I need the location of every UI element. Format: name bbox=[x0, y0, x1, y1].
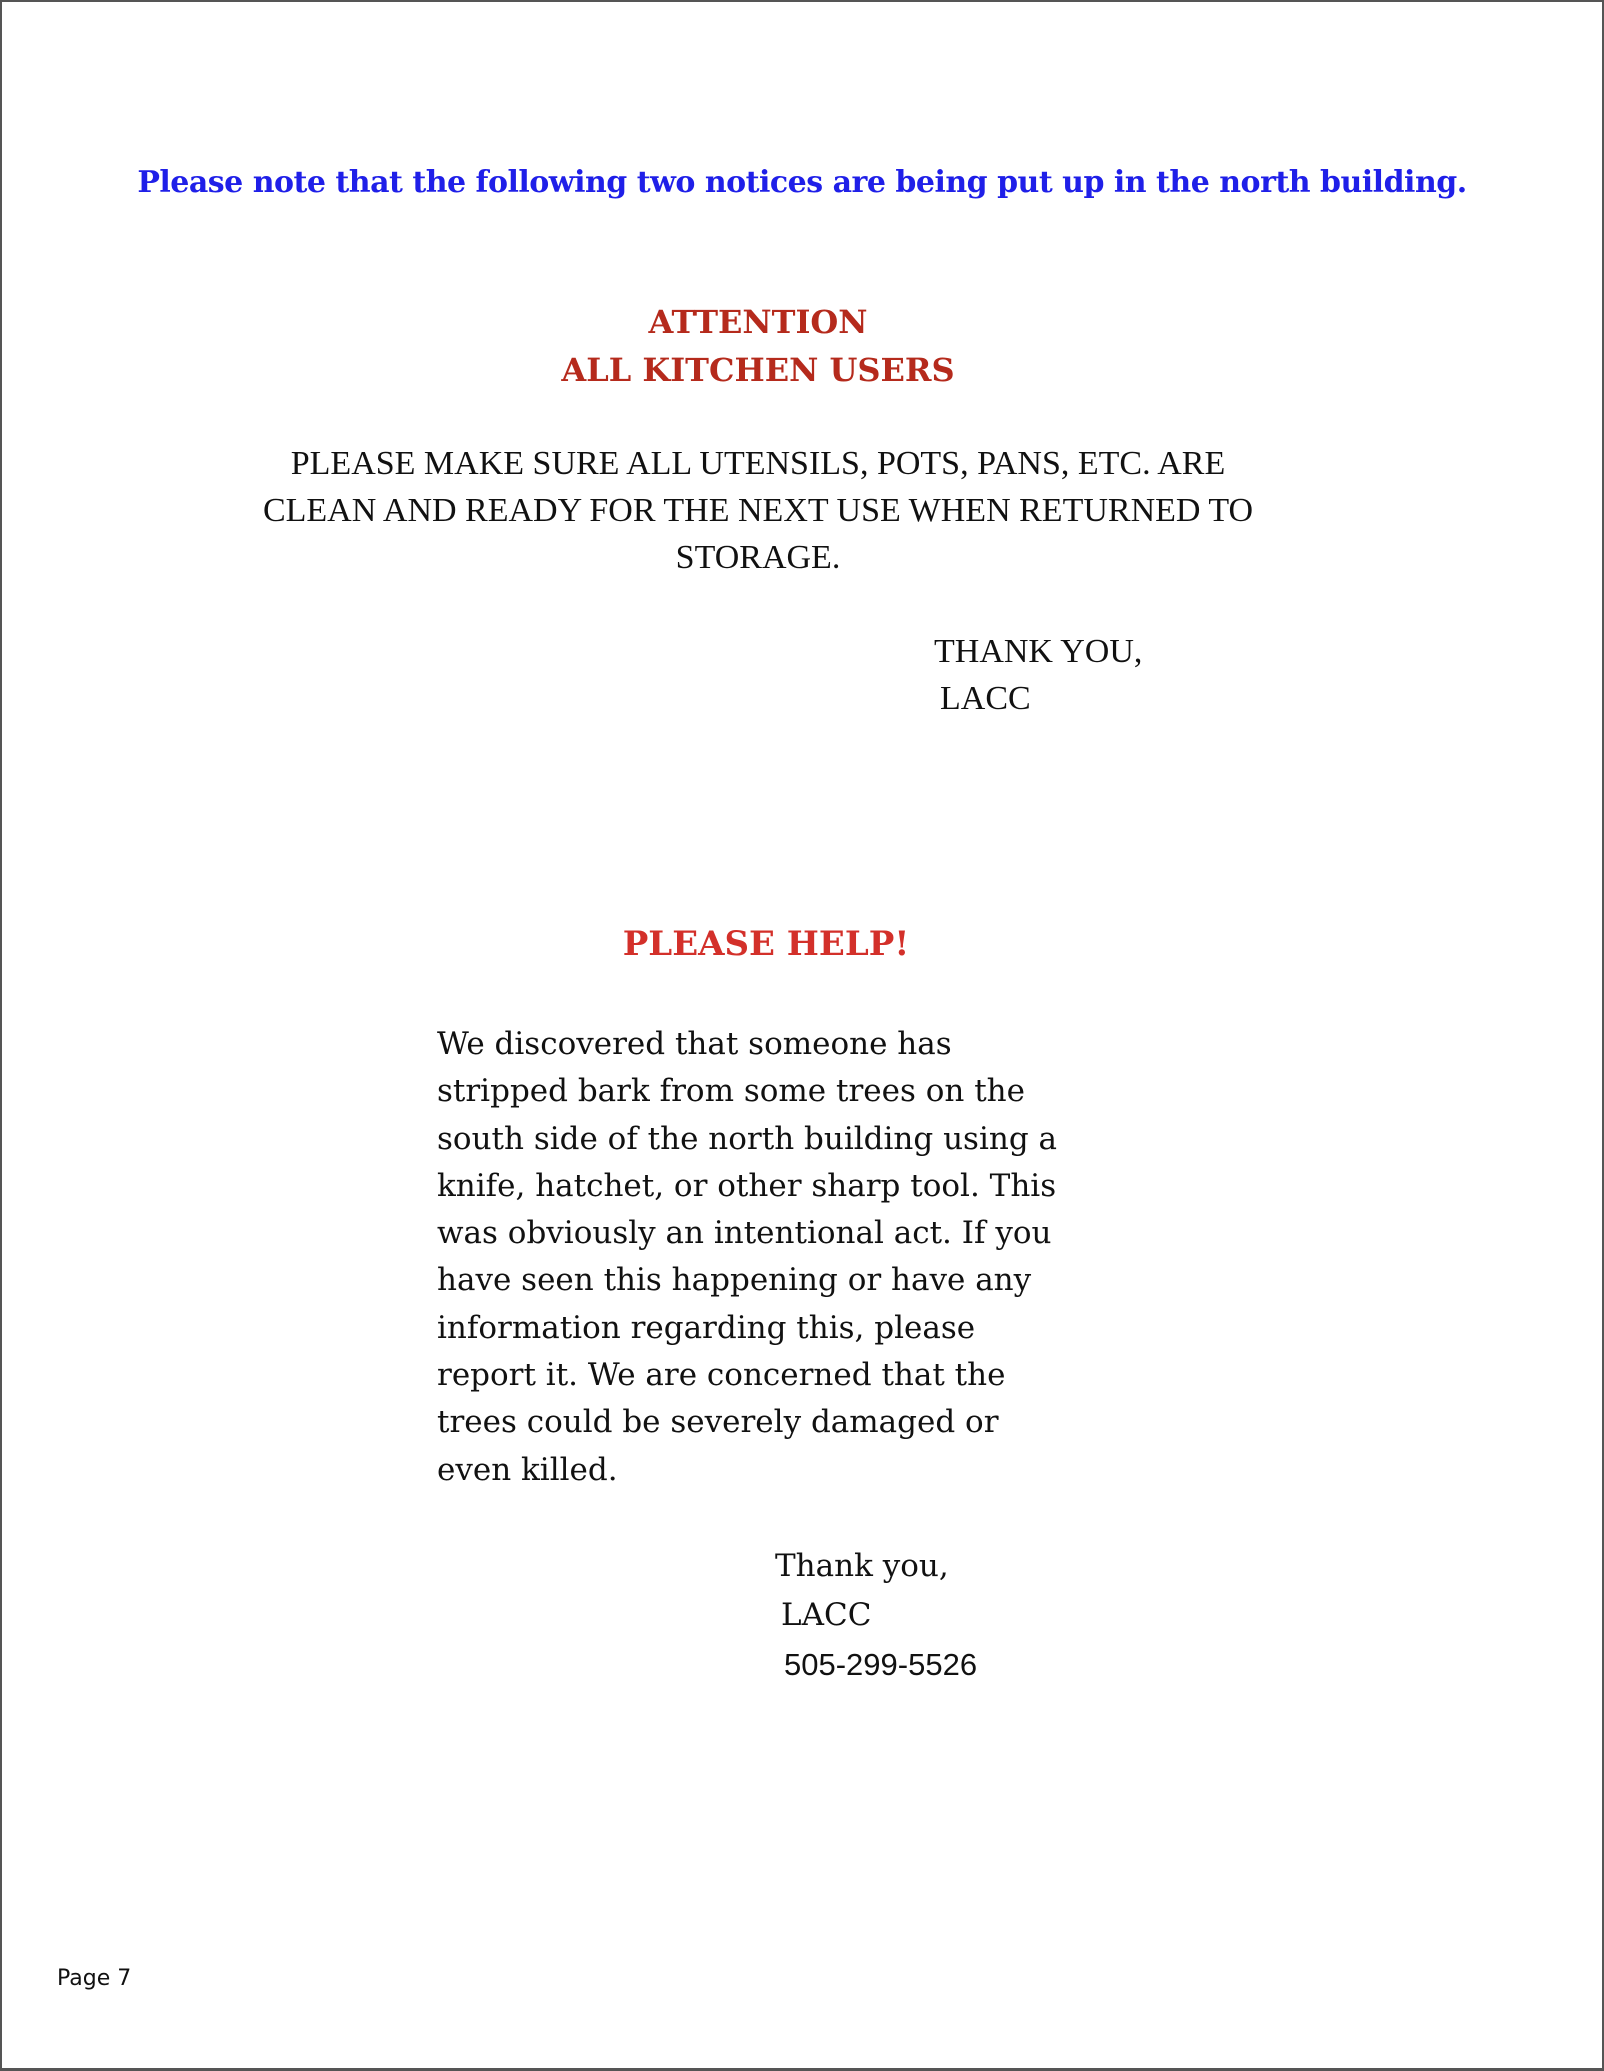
kitchen-notice-body-line: CLEAN AND READY FOR THE NEXT USE WHEN RETURNED TO bbox=[262, 492, 1254, 529]
kitchen-notice-title-line1: ATTENTION bbox=[648, 303, 868, 341]
help-notice-body-line: trees could be severely damaged or bbox=[437, 1404, 999, 1441]
help-notice-body-line: report it. We are concerned that the bbox=[437, 1357, 1006, 1394]
help-notice-body-line: south side of the north building using a bbox=[437, 1120, 1058, 1157]
help-notice-body-line: We discovered that someone has bbox=[437, 1026, 952, 1062]
kitchen-notice-body bbox=[180, 440, 1336, 581]
help-notice-phone: 505-299-5526 bbox=[784, 1647, 978, 1682]
help-notice-signature bbox=[775, 1542, 977, 1689]
help-notice-body bbox=[437, 1021, 1117, 1494]
help-notice-signer: LACC bbox=[781, 1597, 872, 1633]
help-notice-body-line: even killed. bbox=[437, 1451, 618, 1488]
help-notice-body-line: have seen this happening or have any bbox=[437, 1262, 1032, 1299]
kitchen-notice-body-line: PLEASE MAKE SURE ALL UTENSILS, POTS, PANS, ETC. ARE bbox=[290, 445, 1226, 482]
help-notice-body-line: was obviously an intentional act. If you bbox=[437, 1215, 1052, 1252]
kitchen-notice-signer: LACC bbox=[940, 680, 1031, 717]
kitchen-notice-title bbox=[0, 298, 1516, 394]
kitchen-notice-title-line2: ALL KITCHEN USERS bbox=[561, 351, 955, 389]
kitchen-notice-body-line: STORAGE. bbox=[675, 539, 841, 576]
kitchen-notice-signoff: THANK YOU, bbox=[934, 633, 1143, 670]
kitchen-notice-signature bbox=[934, 628, 1142, 722]
help-notice-body-line: information regarding this, please bbox=[437, 1309, 976, 1346]
help-notice-signoff: Thank you, bbox=[775, 1548, 949, 1584]
help-notice-title: PLEASE HELP! bbox=[622, 924, 910, 964]
intro-note: Please note that the following two notices are being put up in the north building. bbox=[137, 165, 1467, 200]
page-number: Page 7 bbox=[57, 1966, 132, 1991]
help-notice-body-line: knife, hatchet, or other sharp tool. This bbox=[437, 1167, 1057, 1204]
help-notice-body-line: stripped bark from some trees on the bbox=[437, 1073, 1025, 1110]
